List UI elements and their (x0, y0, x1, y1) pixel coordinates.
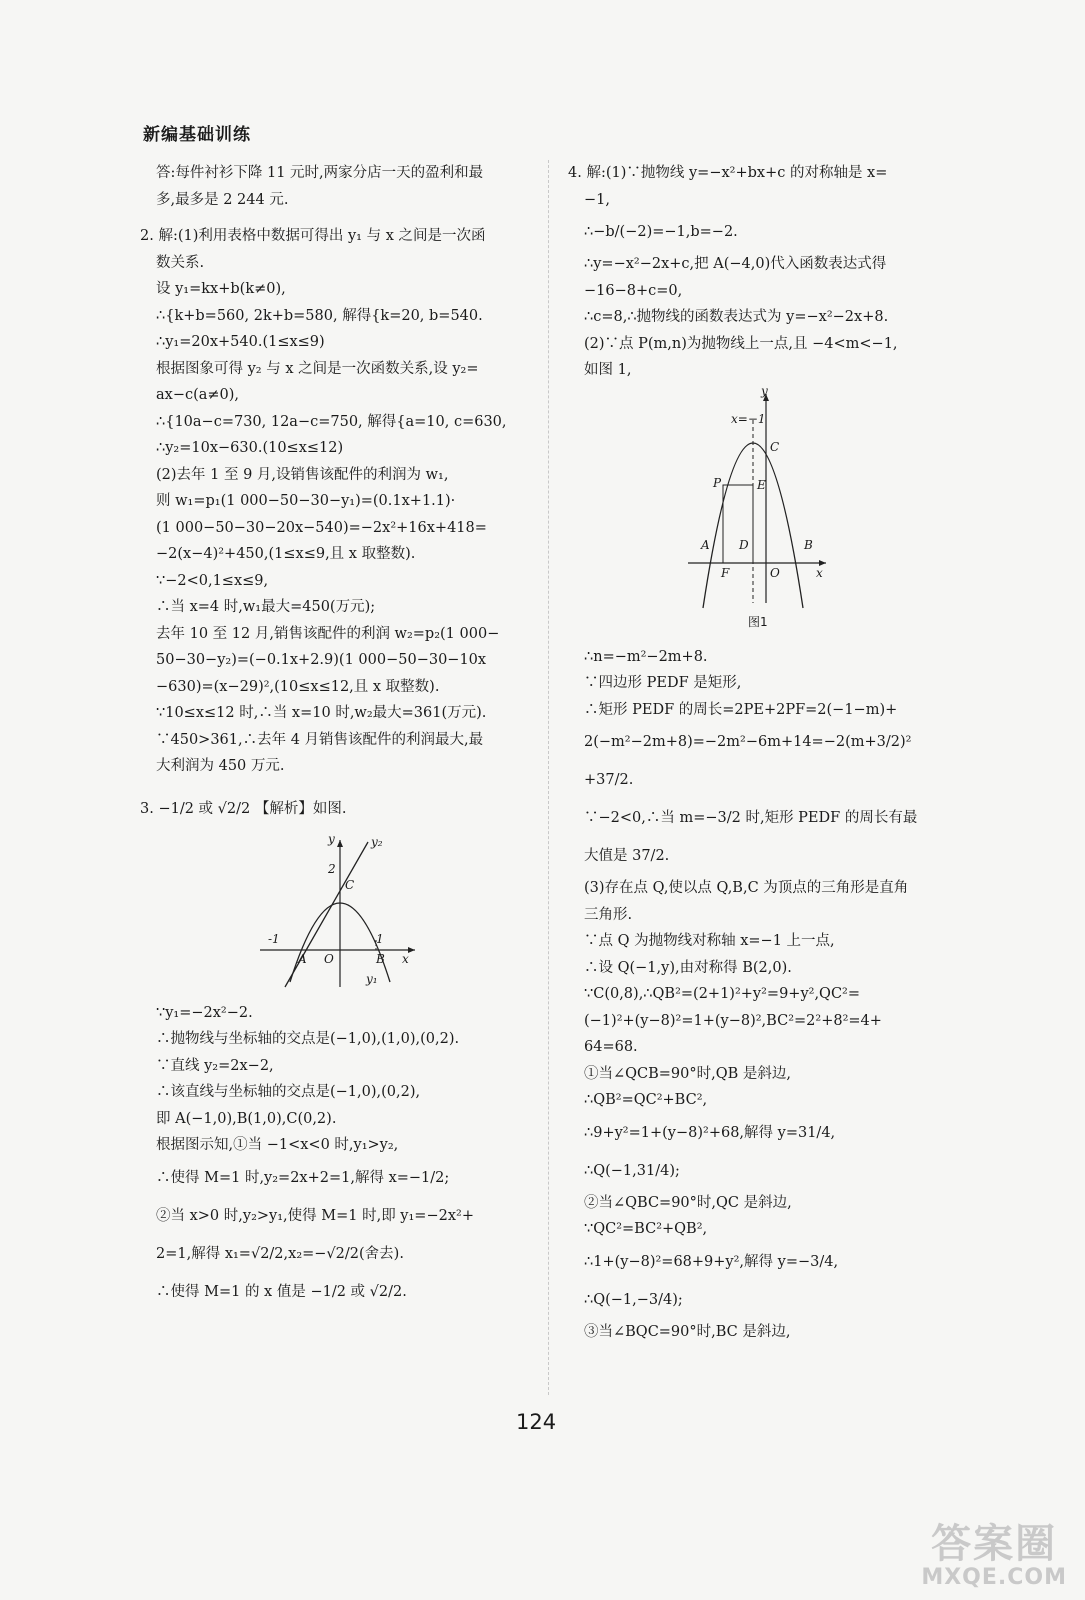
text-line: ∴{k+b=560, 2k+b=580, 解得{k=20, b=540. (156, 307, 483, 324)
watermark-top: 答案圈 (931, 1521, 1058, 1567)
solution-3 (140, 1000, 535, 1311)
text-line: 去年 10 至 12 月,销售该配件的利润 w₂=p₂(1 000− (156, 625, 500, 642)
text-line: ∵QC²=BC²+QB², (584, 1221, 708, 1237)
text-line: 2(−m²−2m+8)=−2m²−6m+14=−2(m+3/2)² (584, 734, 912, 750)
fig3-label-y1: y₁ (366, 971, 378, 986)
text-line: 数关系. (156, 254, 205, 271)
fig3-label-c: C (345, 877, 355, 892)
text-line: −1, (584, 191, 610, 208)
solution-2 (140, 223, 535, 780)
text-line: 答:每件衬衫下降 11 元时,两家分店一天的盈利和最 (156, 165, 484, 181)
text-line: +37/2. (584, 772, 634, 788)
text-line: 设 y₁=kx+b(k≠0), (156, 281, 286, 297)
fig1-label-f: F (721, 565, 730, 580)
figure-3 (140, 832, 535, 994)
fig3-label-y: y (328, 831, 335, 846)
text-line: ∵C(0,8),∴QB²=(2+1)²+y²=9+y²,QC²= (584, 986, 860, 1002)
text-line: 多,最多是 2 244 元. (156, 191, 289, 208)
watermark-logo (921, 1512, 1067, 1590)
solution-3-head: 3. −1/2 或 √2/2 【解析】如图. (140, 800, 347, 817)
text-line: (2)去年 1 至 9 月,设销售该配件的利润为 w₁, (156, 466, 449, 483)
text-line: 如图 1, (584, 362, 632, 378)
text-line: ∵450>361,∴去年 4 月销售该配件的利润最大,最 (156, 731, 484, 748)
text-line: ①当∠QCB=90°时,QB 是斜边, (584, 1065, 792, 1082)
watermark-bottom: MXQE.COM (921, 1565, 1067, 1590)
text-line: ∵10≤x≤12 时,∴当 x=10 时,w₂最大=361(万元). (156, 705, 487, 721)
text-line: 大值是 37/2. (584, 848, 670, 864)
text-line: ∵−2<0,∴当 m=−3/2 时,矩形 PEDF 的周长有最 (584, 810, 918, 826)
text-line: ∴y=−x²−2x+c,把 A(−4,0)代入函数表达式得 (584, 256, 887, 272)
text-line: ∴c=8,∴抛物线的函数表达式为 y=−x²−2x+8. (584, 309, 889, 325)
figure-3-graph (140, 832, 535, 994)
left-column (140, 160, 535, 1311)
text-line: ∴n=−m²−2m+8. (584, 648, 708, 665)
text-line: 大利润为 450 万元. (156, 758, 285, 774)
text-line: ∵直线 y₂=2x−2, (156, 1057, 274, 1074)
text-line: ∴当 x=4 时,w₁最大=450(万元); (156, 599, 376, 615)
text-line: 则 w₁=p₁(1 000−50−30−y₁)=(0.1x+1.1)· (156, 493, 456, 509)
fig1-label-axis: x=−1 (731, 411, 766, 426)
text-line: 根据图象可得 y₂ 与 x 之间是一次函数关系,设 y₂= (156, 360, 479, 377)
column-divider (548, 160, 549, 1395)
text-line: ∴−b/(−2)=−1,b=−2. (584, 224, 738, 240)
fig3-label-b: B (376, 951, 385, 966)
fig1-label-o: O (770, 565, 780, 580)
right-column (568, 160, 968, 1345)
text-line: 4. 解:(1)∵抛物线 y=−x²+bx+c 的对称轴是 x= (568, 165, 888, 181)
text-line: ∴1+(y−8)²=68+9+y²,解得 y=−3/4, (584, 1253, 839, 1270)
text-line: ∵四边形 PEDF 是矩形, (584, 675, 742, 691)
fig1-label-x: x (816, 565, 823, 580)
fig1-label-p: P (713, 475, 722, 490)
solution-1-tail (140, 160, 535, 213)
fig3-label-2: 2 (328, 861, 336, 876)
text-line: ∴使得 M=1 的 x 值是 −1/2 或 √2/2. (156, 1283, 407, 1300)
y-axis-arrow-icon (337, 840, 343, 847)
solution-4-part-b (568, 644, 968, 1346)
text-line: ∵点 Q 为抛物线对称轴 x=−1 上一点, (584, 933, 835, 949)
text-line: ∴9+y²=1+(y−8)²+68,解得 y=31/4, (584, 1124, 836, 1141)
text-line: 2. 解:(1)利用表格中数据可得出 y₁ 与 x 之间是一次函 (140, 228, 486, 244)
text-line: (3)存在点 Q,使以点 Q,B,C 为顶点的三角形是直角 (584, 880, 909, 896)
x-axis-arrow-icon (408, 947, 415, 953)
fig1-label-a: A (701, 537, 710, 552)
fig3-label-y2: y₂ (371, 834, 383, 849)
text-line: ∴设 Q(−1,y),由对称得 B(2,0). (584, 959, 792, 976)
fig3-label-minus1: -1 (268, 931, 280, 946)
text-line: (2)∵点 P(m,n)为抛物线上一点,且 −4<m<−1, (584, 335, 898, 352)
fig1-label-b: B (804, 537, 813, 552)
text-line: ∴抛物线与坐标轴的交点是(−1,0),(1,0),(0,2). (156, 1031, 460, 1047)
fig1-label-e: E (757, 477, 766, 492)
text-line: 50−30−y₂)=(−0.1x+2.9)(1 000−50−30−10x (156, 652, 487, 668)
text-line: ∴{10a−c=730, 12a−c=750, 解得{a=10, c=630, (156, 413, 507, 430)
text-line: −630)=(x−29)²,(10≤x≤12,且 x 取整数). (156, 678, 440, 695)
text-line: −2(x−4)²+450,(1≤x≤9,且 x 取整数). (156, 546, 416, 562)
solution-4-part-a (568, 160, 968, 384)
text-line: ∴Q(−1,31/4); (584, 1162, 680, 1179)
text-line: −16−8+c=0, (584, 282, 683, 299)
fig1-caption: 图1 (748, 614, 768, 629)
figure-1 (568, 383, 968, 638)
fig3-label-a: A (298, 951, 307, 966)
text-line: ∴Q(−1,−3/4); (584, 1291, 683, 1308)
figure-1-graph (568, 388, 968, 638)
fig3-label-x: x (402, 951, 409, 966)
text-line: 2=1,解得 x₁=√2/2,x₂=−√2/2(舍去). (156, 1245, 404, 1262)
text-line: ∴矩形 PEDF 的周长=2PE+2PF=2(−1−m)+ (584, 701, 898, 718)
text-line: ∴该直线与坐标轴的交点是(−1,0),(0,2), (156, 1084, 421, 1100)
text-line: ∴QB²=QC²+BC², (584, 1092, 708, 1108)
text-line: ③当∠BQC=90°时,BC 是斜边, (584, 1323, 791, 1340)
text-line: (−1)²+(y−8)²=1+(y−8)²,BC²=2²+8²=4+ (584, 1012, 882, 1029)
text-line: (1 000−50−30−20x−540)=−2x²+16x+418= (156, 519, 487, 536)
text-line: ∴y₁=20x+540.(1≤x≤9) (156, 334, 325, 350)
text-line: 64=68. (584, 1039, 638, 1055)
text-line: 三角形. (584, 906, 633, 923)
text-line: ∴使得 M=1 时,y₂=2x+2=1,解得 x=−1/2; (156, 1169, 450, 1186)
text-line: 即 A(−1,0),B(1,0),C(0,2). (156, 1110, 337, 1127)
section-header: 新编基础训练 (143, 125, 251, 145)
fig3-label-o: O (324, 951, 334, 966)
text-line: ②当 x>0 时,y₂>y₁,使得 M=1 时,即 y₁=−2x²+ (156, 1207, 474, 1224)
text-line: ∵−2<0,1≤x≤9, (156, 572, 269, 589)
text-line: ②当∠QBC=90°时,QC 是斜边, (584, 1194, 792, 1211)
fig1-label-y: y (761, 383, 768, 398)
text-line: 根据图示知,①当 −1<x<0 时,y₁>y₂, (156, 1137, 399, 1153)
fig1-label-d: D (739, 537, 749, 552)
text-line: ax−c(a≠0), (156, 387, 240, 403)
text-line: ∴y₂=10x−630.(10≤x≤12) (156, 440, 344, 456)
text-line: ∵y₁=−2x²−2. (156, 1004, 253, 1021)
page-number: 124 (516, 1410, 557, 1434)
fig3-label-1: 1 (376, 931, 384, 946)
fig1-label-c: C (770, 439, 780, 454)
